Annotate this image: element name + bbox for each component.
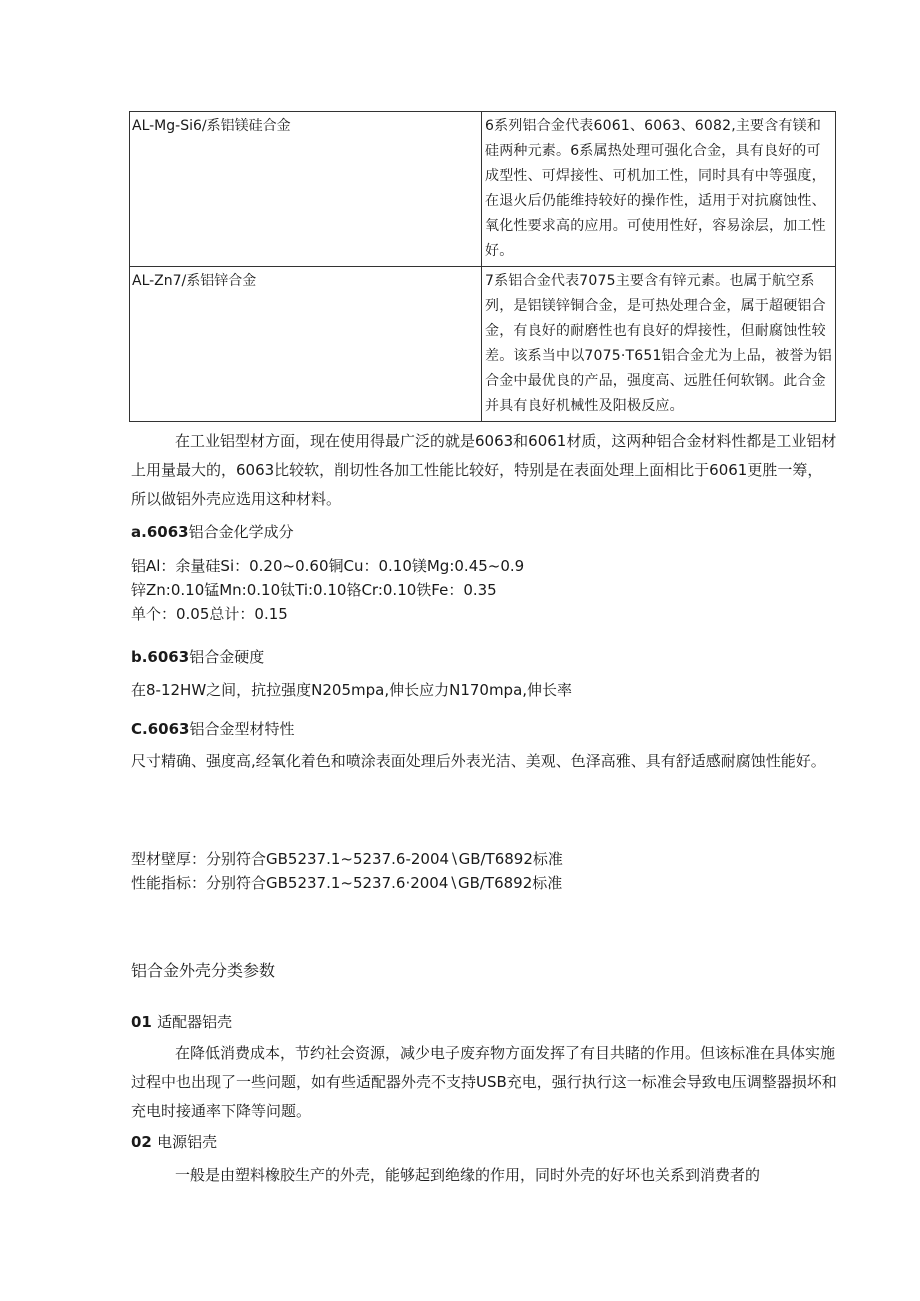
section-02-number: 02 — [131, 1133, 152, 1151]
composition-line: 锌Zn:0.10锰Mn:0.10钛Ti:0.10铬Cr:0.10铁Fe：0.35 — [131, 581, 497, 599]
section-a-heading — [131, 521, 837, 542]
section-01-number: 01 — [131, 1013, 152, 1031]
section-01-heading — [131, 1011, 837, 1032]
section-02-text: 一般是由塑料橡胶生产的外壳，能够起到绝缘的作用，同时外壳的好坏也关系到消费者的 — [175, 1166, 761, 1184]
composition-line: 单个：0.05总计：0.15 — [131, 605, 288, 623]
composition-line: 铝Al：余量硅Si：0.20~0.60铜Cu：0.10镁Mg:0.45~0.9 — [131, 557, 525, 575]
section-b-number: b.6063 — [131, 648, 190, 666]
alloy-desc-cell: 7系铝合金代表7075主要含有锌元素。也属于航空系列，是铝镁锌铜合金，是可热处理合金，属于超硬铝合金，有良好的耐磨性也有良好的焊接性，但耐腐蚀性较差。该系当中以7075·T651铝合金尤为上品，被誉为铝合金中最优良的产品，强度高、远胜任何软钢。此合金并具有良好机械性及阳极反应。 — [482, 267, 836, 422]
section-a-number: a.6063 — [131, 523, 189, 541]
section-c-title: 铝合金型材特性 — [189, 720, 295, 738]
alloy-desc-cell: 6系列铝合金代表6061、6063、6082,主要含有镁和硅两种元素。6系属热处理可强化合金，具有良好的可成型性、可焊接性、可机加工性，同时具有中等强度，在退火后仍能维持较好的操作性，适用于对抗腐蚀性、氧化性要求高的应用。可使用性好，容易涂层，加工性好。 — [482, 112, 836, 267]
alloy-name-cell: AL-Zn7/系铝锌合金 — [130, 267, 482, 422]
table-row — [130, 112, 836, 267]
section-c-number: C.6063 — [131, 720, 190, 738]
section-b-title: 铝合金硬度 — [189, 648, 265, 666]
section-02-title: 电源铝壳 — [157, 1133, 218, 1151]
table-row — [130, 267, 836, 422]
alloy-name-cell: AL-Mg-Si6∕系铝镁硅合金 — [130, 112, 482, 267]
section-a-title: 铝合金化学成分 — [188, 523, 294, 541]
section-b-heading — [131, 646, 837, 667]
section-c-text: 尺寸精确、强度高,经氧化着色和喷涂表面处理后外表光洁、美观、色泽高雅、具有舒适感耐腐蚀性能好。 — [131, 752, 826, 770]
section-a-body — [131, 554, 837, 626]
section-b-text: 在8-12HW之间，抗拉强度N205mpa,伸长应力N170mpa,伸长率 — [131, 681, 573, 699]
params-title: 铝合金外壳分类参数 — [131, 961, 276, 980]
alloy-table — [129, 111, 836, 422]
section-01-title: 适配器铝壳 — [157, 1013, 233, 1031]
intro-paragraph: 在工业铝型材方面，现在使用得最广泛的就是6063和6061材质，这两种铝合金材料性都是工业铝材上用量最大的，6063比较软，削切性各加工性能比较好，特别是在表面处理上面相比于6061更胜一筹，所以做铝外壳应选用这种材料。 — [131, 432, 837, 508]
standard-line: 型材壁厚：分别符合GB5237.1~5237.6-2004∖GB/T6892标准 — [131, 850, 563, 868]
standard-line: 性能指标：分别符合GB5237.1~5237.6·2004∖GB/T6892标准 — [131, 874, 563, 892]
section-02-heading — [131, 1131, 837, 1152]
section-c-heading — [131, 718, 837, 739]
standards — [131, 847, 837, 895]
section-01-text: 在降低消费成本，节约社会资源，减少电子废弃物方面发挥了有目共睹的作用。但该标准在具体实施过程中也出现了一些问题，如有些适配器外壳不支持USB充电，强行执行这一标准会导致电压调整器损坏和充电时接通率下降等问题。 — [131, 1044, 837, 1120]
